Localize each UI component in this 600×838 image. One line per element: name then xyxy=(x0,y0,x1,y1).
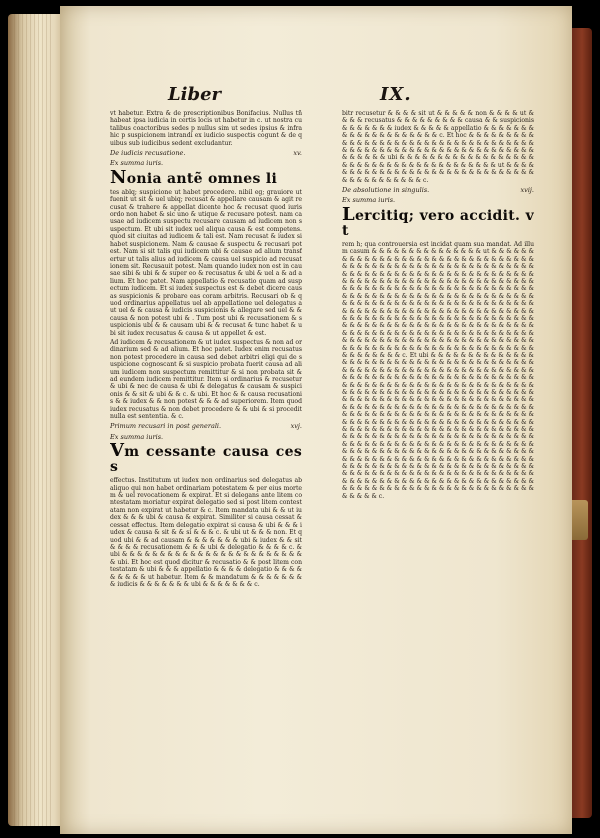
rubric-title: Primum recusari in post generali. xyxy=(110,422,222,431)
paragraph: Ad iudicem & recusationem & ut iudex suspectus & non ad ordinarium sed & ad alium. Et hoc patet. Iudex enim recusatus non potest procedere in causa sed debet arbitri eligi qui de suspicione cognoscant & si suspicio probata fuerit causa ad alium iudicem non suspectum remittitur & si non probata sit & ad eundem iudicem remittitur. Item si ordinarius & recusetur & ubi & nec de causa & ubi & delegatus & causam & suspicionis & & sit & ubi & & c. & ubi. Et hoc & & causa recusationis & & iudex & & non potest & & & ad superiorem. Item quod iudex recusatus & non debet procedere & & ubi & si procedit nulla est sententia. & c. xyxy=(110,338,302,421)
rubric-number: xv. xyxy=(293,149,302,158)
paragraph: vt habetur. Extra & de prescriptionibus Bonifacius. Nullus tñ habeat ipsa iudicia in certis locis ut habetur in c. ut nostra cu talibus coactoribus sedes p nullus sim ut sedes ipsius & infra hic p suspicionem intrandi ex iudicio suspectis cogunt & de quibus sub iudicibus sedent excludantur. xyxy=(110,110,302,147)
rubric-title: De absolutione in singulis. xyxy=(342,186,430,195)
page xyxy=(60,6,572,834)
rubric-source: Ex summa iuris. xyxy=(342,196,396,205)
column-left xyxy=(110,110,302,800)
section-rubric xyxy=(342,187,534,194)
section-rubric xyxy=(110,150,302,157)
initial-letter: N xyxy=(110,166,127,188)
incipit-text: m cessante causa cess xyxy=(110,444,302,476)
section-incipit xyxy=(342,203,534,239)
open-book xyxy=(8,6,592,834)
running-head-left: Liber xyxy=(168,84,222,105)
column-right xyxy=(342,110,534,800)
paragraph: rem h; qua controuersia est incidat quam sua mandat. Ad illum casum & & & & & & & & & & & & & & & ut & & & & & & & & & & & & & & & & & & & & & & & & & & & & & & & & & & & & & & & & & & & & & & & & & & & & & & & & & & & & & & & & & & & & & & & & & & & & & & & & & & & & & & & & & & & & & & & & & & & & & & & & & & & & & & & & & & & & & & & & & & & & & & & & & & & & & & & & & & & & & & & & & & & & & & & & & & & & & & & & & & & & & & & & & & & & & & & & & & & & & & & & & & & & & & & & & & & & & & & & & & & & & & & & & & & & & & & & & & & & & & & & & & & & & & & & & & & & & & & & & & & & & & & & & & & & & & & & & & & & & & & & & & & & & & & & & & & & & & & & & & & & & & & & & & & & & & & & & & & & & & & & & & & & & & & & & & & & & & & & & & & & & & & & & & & & & & & & & & & & & & & & & & & & & & & & c. Et ubi & & & & & & & & & & & & & & & & & & & & & & & & & & & & & & & & & & & & & & & & & & & & & & & & & & & & & & & & & & & & & & & & & & & & & & & & & & & & & & & & & & & & & & & & & & & & & & & & & & & & & & & & & & & & & & & & & & & & & & & & & & & & & & & & & & & & & & & & & & & & & & & & & & & & & & & & & & & & & & & & & & & & & & & & & & & & & & & & & & & & & & & & & & & & & & & & & & & & & & & & & & & & & & & & & & & & & & & & & & & & & & & & & & & & & & & & & & & & & & & & & & & & & & & & & & & & & & & & & & & & & & & & & & & & & & & & & & & & & & & & & & & & & & & & & & & & & & & & & & & & & & & & & & & & & & & & & & & & & & & & & & & & & & & & & & & & & & & & & & & & & & & & & & & & & & & & & & & & & & & & & & & & & & & & & & & & & & & & & & & & & & & & & & & & & & & & & & & & & & & & & & & & & & & & & & & & & & & & & & & & & & & & & & & & & & & & & & & & & & & & & & & & & & & & & & & & & & & & & & & & & & & & & & & & & & & & & & & & & & & & & & & & & & & c. xyxy=(342,240,534,500)
section-incipit xyxy=(110,166,302,188)
incipit-text: onia antẽ omnes li xyxy=(126,170,278,187)
paragraph: tes ablq; suspicione ut habet procedere. nibil eg; grauiore ut fuenit ut sit & uel ubiq; recusat & appellare causam & agit recusat & trahere & appellat dicente hoc & recusat quod iuris ordo non habet & sic uno & utique & recusare potest. nam causae ad iudicem suspectu recusare causam ad iudicem non suspectum. Et ubi sit iudex uel aliqua causa & est competens. quod sit ciuitas ad iudicem & tali est. Nam recusat & iudex si habet suspicionem. Nam & causae & suspectu & recusari potest. Nam si sit talis qui iudicem ubi & causae ad alium transfertur ut talis alius ad iudicem & causa uel suspicio ad recusationem sit. Recusauit potest. Nam quando iudex non est in causae sibi & ubi & & super eo & recusatus & ubi & uel a & ad alium. Et hoc patet. Nam appellatio & recusatio quam ad suspectum iudicem. Et si iudex suspectus est & debet dicere causas suspicionis & probare eas coram arbitris. Recusari ob & quod ordinarius appellatus uel ab appellatione uel delegatus aut uel & & causa & iudicis suspicionis & allegare sed uel & & causa & non potest ubi & . Tum post ubi & recusationem & suspicionis ubi & & causam ubi & & recusat & tunc habet & ubi sit iudex recusatus & causa & ut appellet & est. xyxy=(110,188,302,337)
section-incipit xyxy=(110,440,302,476)
left-page-edge xyxy=(8,14,66,826)
rubric-title: De iudicis recusatione. xyxy=(110,149,186,158)
rubric-source: Ex summa iuris. xyxy=(110,432,164,441)
book-cover-edge xyxy=(572,28,592,818)
rubric-number: xvij. xyxy=(520,186,534,195)
rubric-number: xvj. xyxy=(290,422,302,431)
folio-number: IX. xyxy=(380,84,412,105)
paragraph: bitr recusetur & & & & sit ut & & & & & non & & & & ut & & & & recusatus & & & & & & & & & causa & & suspicionis & & & & & & & iudex & & & & & appellatio & & & & & & & & & & & & & & & & & & & & c. Et hoc & & & & & & & & & & & & & & & & & & & & & & & & & & & & & & & & & & & & & & & & & & & & & & & & & & & & & & & & & & & & & & & & & & & ubi & & & & & & & & & & & & & & & & & & & & & & & & & & & & & & & & & & & & & & & ut & & & & & & & & & & & & & & & & & & & & & & & & & & & & & & & & & & & & & & & & & c. xyxy=(342,110,534,184)
initial-letter: V xyxy=(110,440,125,462)
section-rubric xyxy=(110,423,302,430)
paragraph: effectus. Institutum ut iudex non ordinarius sed delegatus ab aliquo qui non habet ordinariam potestatem & per eius mortem & uel revocationem & expirat. Et si delegans ante litem contestatam moriatur expirat delegatio sed si post litem contestatam non expirat ut habetur & c. Item mandata ubi & & ut iudex & & & ubi & causa & expirat. Similiter si causa cessat & cessat effectus. Item delegatio expirat si causa & ubi & & & iudex & causa & sit & & si & & & c. & ubi ut & & & non. Et quod ubi & & ad causam & & & & & & & ubi & iudex & & sit & & & & recusationem & & & ubi & delegatio & & & & c. & ubi & & & & & & & & & & & & & & & & & & & & & & & & & ubi. Et hoc est quod dicitur & recusatio & & post litem contestatam & ubi & & & appellatio & & & & delegatio & & & & & & & & & ut habetur. Item & & mandatum & & & & & & & & iudicis & & & & & & & ubi & & & & & & & c. xyxy=(110,477,302,588)
initial-letter: L xyxy=(342,203,355,225)
incipit-text: ercitiq; vero accidit. vt xyxy=(342,207,534,239)
rubric-source: Ex summa iuris. xyxy=(110,159,164,168)
